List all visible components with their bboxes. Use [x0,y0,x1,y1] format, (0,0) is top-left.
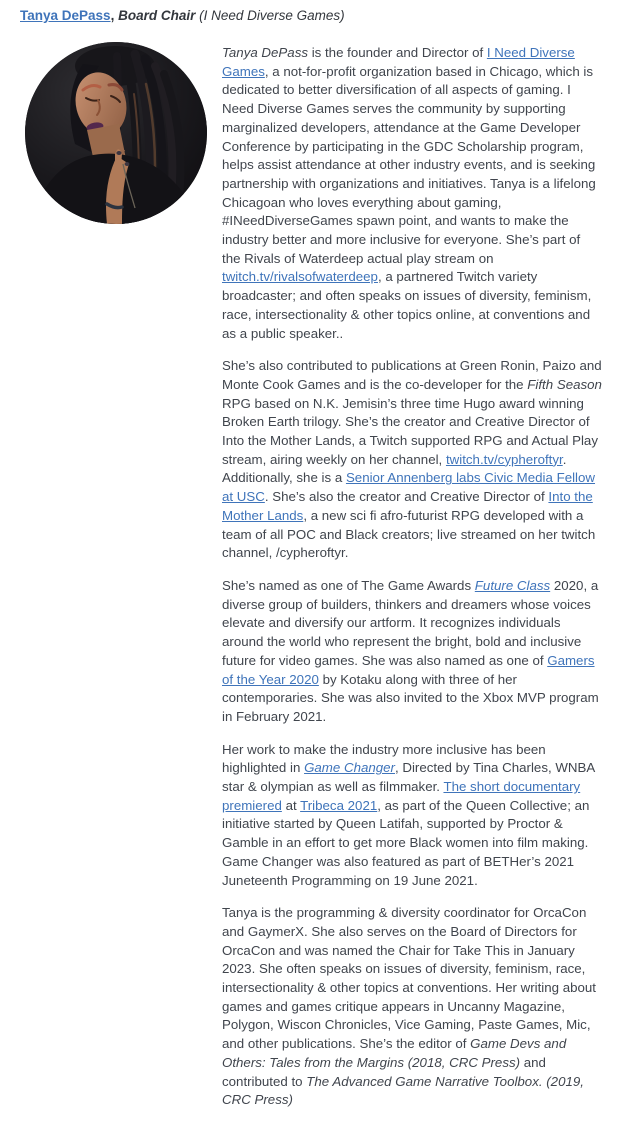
bio-paragraph [222,44,602,343]
text-segment: by Kotaku along with three of her contemporaries. She was also invited to the Xbox MVP program in February 2021. [222,671,599,724]
text-segment: at [281,797,301,813]
link-i-need-diverse-games[interactable]: I Need Diverse Games [222,45,575,79]
bio-paragraph [222,357,602,563]
text-segment: Tanya is the programming & diversity coordinator for OrcaCon and GaymerX. She also serves on the Board of Directors for OrcaCon and was named the Chair for Take This in January 2023. She often speaks on issues of diversity, feminism, race, intersectionality & other topics at conventions. Her writing about games and games critique appears in Uncanny Magazine, Polygon, Wiscon Chronicles, Vice Gaming, Paste Games, Mic, and other publications. She’s the editor of [222,905,596,1052]
text-segment: 2020, a diverse group of builders, thinkers and dreamers whose voices elevate and diversify our artform. It recognizes individuals around the world who represent the bright, bold and inclusive future for video games. She was also named as one of [222,577,599,668]
profile-photo [25,42,207,224]
person-role: Board Chair [118,8,196,23]
link-game-changer[interactable]: Game Changer [304,760,395,776]
text-segment: . Additionally, she is a [222,451,567,486]
text-segment: and contributed to [222,1054,546,1089]
text-segment: , as part of the Queen Collective; an initiative started by Queen Latifah, supported by Proctor & Gamble in an effort to get more Black women into film making. Game Changer was also featured as part of BETHer’s 2021 Juneteenth Programming on 19 June 2021. [222,797,590,888]
text-segment: Tanya DePass [222,45,308,60]
text-segment: , a partnered Twitch variety broadcaster; and often speaks on issues of diversity, feminism, race, intersectionality & other topics online, at conventions and as a public speaker.. [222,269,592,341]
text-segment: is the founder and Director of [308,45,487,60]
link-senior-annenberg-labs-civic-media-fellow-at-usc[interactable]: Senior Annenberg labs Civic Media Fellow at USC [222,470,596,505]
page-header [20,6,602,26]
text-segment: Fifth Season [527,376,602,392]
person-name-link[interactable]: Tanya DePass [20,8,111,23]
link-the-short-documentary-premiered[interactable]: The short documentary premiered [222,779,581,813]
header-separator: , [110,8,119,23]
bio-text [222,42,602,1124]
bio-paragraph [222,904,602,1110]
bio-paragraph [222,741,602,891]
text-segment: The Advanced Game Narrative Toolbox. (2019, CRC Press) [222,1073,584,1108]
text-segment: , a new sci fi afro-futurist RPG developed with a team of all POC and Black creators; live streamed on her twitch channel, /cypheroftyr. [222,507,596,561]
text-segment: . She’s also the creator and Creative Director of [264,489,549,505]
text-segment: , a not-for-profit organization based in Chicago, which is dedicated to better diversification of all aspects of gaming. I Need Diverse Games serves the community by supporting marginalized developers, attendance at the Game Developer Conference by participating in the GDC Scholarship program, helps assist attendance at other industry events, and is seeking partnership with organizations and initiatives. Tanya is a lifelong Chicagoan who loves everything about gaming, #INeedDiverseGames spawn point, and wants to make the industry better and more inclusive for everyone. She’s part of the Rivals of Waterdeep actual play stream on [222,63,596,266]
link-tribeca-2021[interactable]: Tribeca 2021 [300,797,378,813]
person-org: (I Need Diverse Games) [195,8,345,23]
text-segment: RPG based on N.K. Jemisin’s three time Hugo award winning Broken Earth trilogy. She’s the creator and Creative Director of Into the Mother Lands, a Twitch supported RPG and Actual Play stream, airing weekly on her channel, [222,395,598,467]
text-segment: She’s also contributed to publications at Green Ronin, Paizo and Monte Cook Games and is the co-developer for the [222,358,602,392]
text-segment: Her work to make the industry more inclusive has been highlighted in [222,741,546,776]
link-gamers-of-the-year-2020[interactable]: Gamers of the Year 2020 [222,652,595,687]
link-twitch-tv-rivalsofwaterdeep[interactable]: twitch.tv/rivalsofwaterdeep [222,269,378,285]
link-twitch-tv-cypheroftyr[interactable]: twitch.tv/cypheroftyr [445,451,563,467]
content-row [20,42,602,1124]
text-segment: , Directed by Tina Charles, WNBA star & olympian as well as filmmaker. [222,760,595,795]
photo-column [20,42,222,1124]
link-into-the-mother-lands[interactable]: Into the Mother Lands [222,489,593,523]
text-segment: She’s named as one of The Game Awards [222,577,475,593]
link-future-class[interactable]: Future Class [474,577,551,593]
portrait-image [25,42,207,224]
bio-paragraph [222,577,602,727]
text-segment: Game Devs and Others: Tales from the Margins (2018, CRC Press) [222,1036,567,1070]
